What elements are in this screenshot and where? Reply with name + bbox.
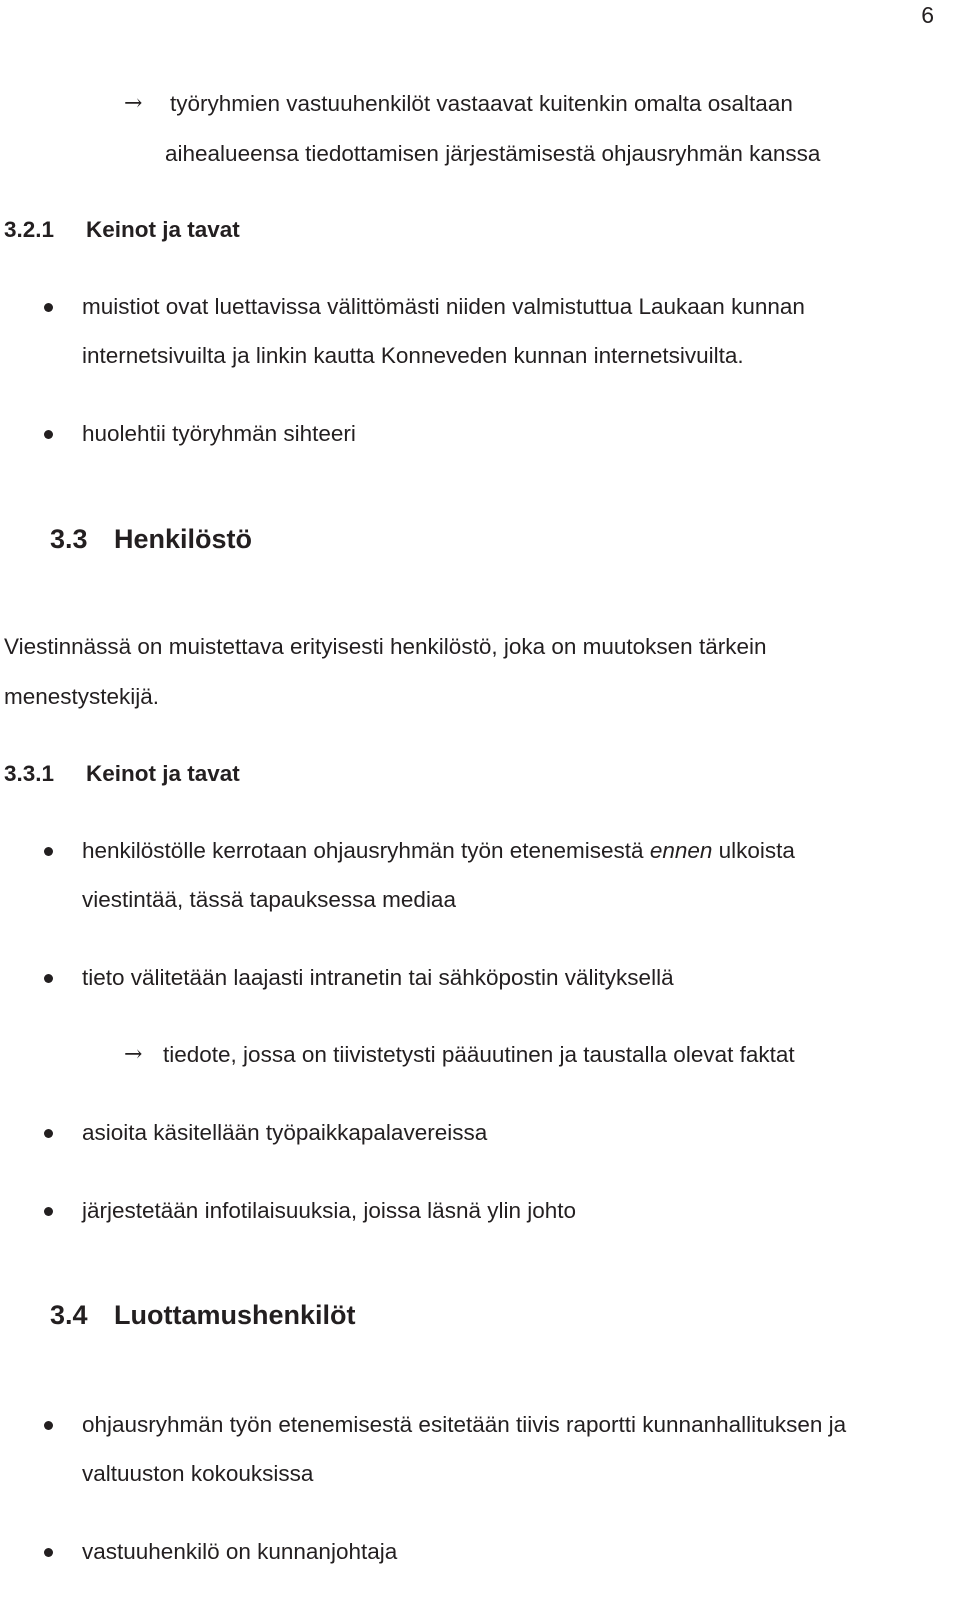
bullet-icon: [44, 1421, 53, 1430]
section-number: 3.2.1: [4, 217, 55, 242]
list-item: asioita käsitellään työpaikkapalavereissa: [82, 1120, 488, 1145]
list-item-line-2: viestintää, tässä tapauksessa mediaa: [82, 887, 456, 912]
bullet-icon: [44, 1129, 53, 1138]
list-item-line-1: ohjausryhmän työn etenemisestä esitetään tiivis raportti kunnanhallituksen ja: [82, 1412, 847, 1437]
bullet-icon: [44, 1207, 53, 1216]
list-item-line-2: valtuuston kokouksissa: [82, 1461, 314, 1486]
list-item: järjestetään infotilaisuuksia, joissa läsnä ylin johto: [82, 1198, 577, 1223]
section-title: Henkilöstö: [114, 524, 253, 554]
section-heading-3-4: [50, 1298, 356, 1332]
arrow-bullet-icon: →: [124, 1042, 143, 1067]
section-heading-3-3-1: [4, 759, 240, 789]
section-heading-3-3: [50, 522, 252, 556]
section-number: 3.3.1: [4, 761, 55, 786]
list-item-line-1: muistiot ovat luettavissa välittömästi niiden valmistuttua Laukaan kunnan: [82, 294, 805, 319]
bullet-icon: [44, 1548, 53, 1557]
list-item: vastuuhenkilö on kunnanjohtaja: [82, 1539, 398, 1564]
list-item: tieto välitetään laajasti intranetin tai sähköpostin välityksellä: [82, 965, 674, 990]
section-title: Keinot ja tavat: [86, 761, 240, 786]
arrow-item-line-1: työryhmien vastuuhenkilöt vastaavat kuitenkin omalta osaltaan: [170, 91, 793, 116]
emphasis-text: ennen: [649, 838, 713, 863]
paragraph-line-1: Viestinnässä on muistettava erityisesti henkilöstö, joka on muutoksen tärkein: [4, 634, 767, 659]
bullet-icon: [44, 847, 53, 856]
section-title: Keinot ja tavat: [86, 217, 240, 242]
list-item-text: henkilöstölle kerrotaan ohjausryhmän työn etenemisestä: [82, 838, 650, 863]
list-item-line-1: [82, 836, 795, 866]
arrow-bullet-icon: →: [124, 91, 143, 116]
arrow-item-line-2: aihealueensa tiedottamisen järjestämisestä ohjausryhmän kanssa: [165, 141, 821, 166]
bullet-icon: [44, 974, 53, 983]
page-number: 6: [921, 2, 934, 28]
arrow-item: tiedote, jossa on tiivistetysti pääuutinen ja taustalla olevat faktat: [163, 1042, 795, 1067]
bullet-icon: [44, 430, 53, 439]
list-item-text: ulkoista: [712, 838, 795, 863]
paragraph-line-2: menestystekijä.: [4, 684, 160, 709]
section-title: Luottamushenkilöt: [114, 1300, 356, 1330]
section-number: 3.3: [50, 524, 88, 554]
list-item: huolehtii työryhmän sihteeri: [82, 421, 356, 446]
list-item-line-2: internetsivuilta ja linkin kautta Konneveden kunnan internetsivuilta.: [82, 343, 744, 368]
section-heading-3-2-1: [4, 215, 240, 245]
bullet-icon: [44, 303, 53, 312]
section-number: 3.4: [50, 1300, 88, 1330]
